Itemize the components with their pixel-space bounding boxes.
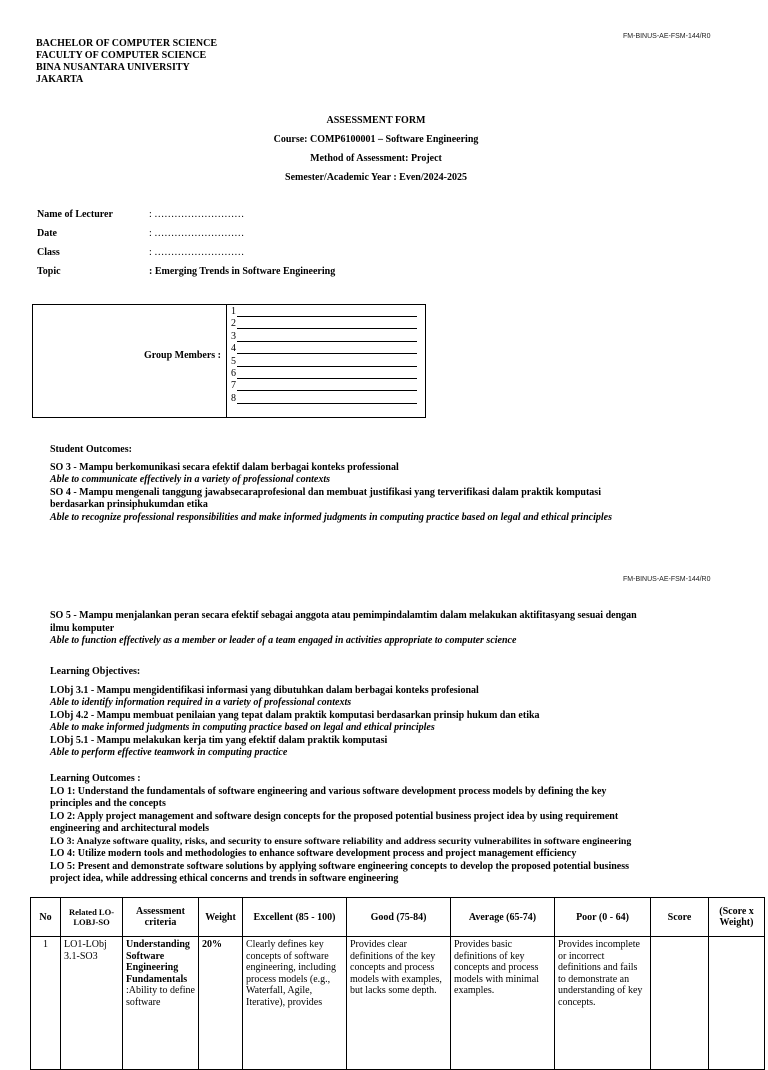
member-blank[interactable] — [237, 331, 417, 342]
group-members-label: Group Members : — [143, 350, 221, 361]
field-date — [37, 228, 244, 239]
cell-excellent: Clearly defines key concepts of software engineering, including process models (e.g., Waterfall, Agile, Iterative), provides — [243, 937, 347, 1070]
col-header-poor: Poor (0 - 64) — [555, 898, 651, 937]
learning-objectives-section — [50, 666, 730, 760]
lo1-text: LO 1: Understand the fundamentals of software engineering and various software development process models by defining the key — [50, 785, 607, 797]
member-number: 2 — [231, 318, 236, 330]
member-blank[interactable] — [237, 318, 417, 329]
field-topic — [37, 266, 335, 277]
member-blank[interactable] — [237, 356, 417, 367]
table-header-row — [31, 898, 765, 937]
field-value[interactable]: : ……………………… — [149, 209, 245, 220]
criteria-title: Understanding Software Engineering Fundamentals — [126, 939, 190, 985]
member-number: 8 — [231, 392, 236, 404]
col-header-average: Average (65-74) — [451, 898, 555, 937]
member-line[interactable] — [231, 306, 417, 318]
so5-text-cont: ilmu komputer — [50, 622, 115, 634]
col-header-related: Related LO-LOBJ-SO — [61, 898, 123, 937]
member-blank[interactable] — [237, 306, 417, 317]
cell-average: Provides basic definitions of key concepts and process models with minimal examples. — [451, 937, 555, 1070]
lo5-text-cont: project idea, while addressing ethical concerns and trends in software engineering — [50, 873, 399, 884]
lobj42-english: Able to make informed judgments in computing practice based on legal and ethical principles — [50, 722, 435, 733]
institution-line: BINA NUSANTARA UNIVERSITY — [36, 62, 190, 73]
member-number: 6 — [231, 368, 236, 380]
so5-text: SO 5 - Mampu menjalankan peran secara efektif sebagai anggota atau pemimpindalamtim dalam melakukan aktifitasyang sesuai dengan — [50, 610, 637, 621]
lo2-text: LO 2: Apply project management and software design concepts for the proposed potential business project idea by using requirement — [50, 810, 619, 822]
institution-line: FACULTY OF COMPUTER SCIENCE — [36, 50, 207, 61]
method-line: Method of Assessment: Project — [310, 153, 442, 164]
so5-section — [50, 610, 730, 648]
field-label: Date — [37, 228, 57, 239]
cell-criteria — [123, 937, 199, 1070]
so3-text: SO 3 - Mampu berkomunikasi secara efektif dalam berbagai konteks professional — [50, 461, 399, 473]
member-number: 4 — [231, 343, 236, 355]
form-code: FM-BINUS-AE-FSM-144/R0 — [623, 33, 711, 40]
col-header-criteria: Assessment criteria — [123, 898, 199, 937]
table-row — [31, 937, 765, 1070]
lo3-text: LO 3: Analyze software quality, risks, and security to ensure software reliability and address security vulnerabilites in software engineering — [50, 835, 632, 847]
member-blank[interactable] — [237, 380, 417, 391]
col-header-good: Good (75-84) — [347, 898, 451, 937]
cell-weight: 20% — [199, 937, 243, 1070]
divider — [226, 305, 227, 417]
form-code: FM-BINUS-AE-FSM-144/R0 — [623, 576, 711, 583]
so4-text: SO 4 - Mampu mengenali tanggung jawabsecaraprofesional dan membuat justifikasi yang terverifikasi dalam praktik komputasi — [50, 486, 601, 498]
lobj42-text: LObj 4.2 - Mampu membuat penilaian yang tepat dalam praktik komputasi berdasarkan prinsip hukum dan etika — [50, 709, 540, 721]
member-blank[interactable] — [237, 393, 417, 404]
cell-related: LO1-LObj 3.1-SO3 — [61, 937, 123, 1070]
institution-line: BACHELOR OF COMPUTER SCIENCE — [36, 38, 218, 49]
field-value: : Emerging Trends in Software Engineering — [149, 266, 336, 277]
col-header-excellent: Excellent (85 - 100) — [243, 898, 347, 937]
member-line[interactable] — [231, 393, 417, 405]
section-heading: Student Outcomes: — [50, 444, 132, 455]
col-header-weight: Weight — [199, 898, 243, 937]
member-number: 1 — [231, 306, 236, 317]
lobj31-english: Able to identify information required in a variety of professional contexts — [50, 697, 352, 708]
member-line[interactable] — [231, 318, 417, 330]
assessment-table — [30, 897, 765, 1070]
member-line[interactable] — [231, 380, 417, 392]
so4-english: Able to recognize professional responsibilities and make informed judgments in computing practice based on legal and ethical principles — [50, 511, 612, 523]
lo2-text-cont: engineering and architectural models — [50, 823, 209, 834]
member-line[interactable] — [231, 368, 417, 380]
cell-no: 1 — [31, 937, 61, 1070]
section-heading: Learning Outcomes : — [50, 773, 141, 784]
criteria-description: :Ability to define software — [126, 985, 195, 1008]
field-value[interactable]: : ……………………… — [149, 247, 245, 258]
member-line[interactable] — [231, 343, 417, 355]
so3-english: Able to communicate effectively in a variety of professional contexts — [50, 474, 331, 485]
col-header-no: No — [31, 898, 61, 937]
lo4-text: LO 4: Utilize modern tools and methodologies to enhance software development process and project management efficiency — [50, 848, 577, 859]
field-label: Topic — [37, 266, 61, 277]
institution-line: JAKARTA — [36, 74, 84, 85]
learning-outcomes-section — [50, 773, 750, 886]
member-blank[interactable] — [237, 343, 417, 354]
field-class — [37, 247, 244, 258]
lo5-text: LO 5: Present and demonstrate software solutions by applying software engineering concepts to develop the proposed potential business — [50, 860, 630, 872]
group-members-box — [32, 304, 426, 418]
members-list — [231, 306, 417, 405]
cell-score-weight[interactable] — [709, 937, 765, 1070]
member-number: 3 — [231, 330, 236, 342]
member-number: 7 — [231, 380, 236, 392]
field-value[interactable]: : ……………………… — [149, 228, 245, 239]
so5-english: Able to function effectively as a member or leader of a team engaged in activities appropriate to computer science — [50, 635, 517, 646]
lobj31-text: LObj 3.1 - Mampu mengidentifikasi informasi yang dibutuhkan dalam berbagai konteks profesional — [50, 684, 479, 696]
field-lecturer — [37, 209, 244, 220]
semester-line: Semester/Academic Year : Even/2024-2025 — [285, 172, 467, 183]
col-header-score: Score — [651, 898, 709, 937]
member-line[interactable] — [231, 331, 417, 343]
cell-poor: Provides incomplete or incorrect definitions and fails to demonstrate an understanding of key concepts. — [555, 937, 651, 1070]
section-heading: Learning Objectives: — [50, 666, 141, 677]
course-line: Course: COMP6100001 – Software Engineering — [273, 134, 479, 145]
lobj51-english: Able to perform effective teamwork in computing practice — [50, 747, 288, 758]
member-number: 5 — [231, 355, 236, 367]
member-line[interactable] — [231, 356, 417, 368]
cell-good: Provides clear definitions of the key concepts and process models with examples, but lacks some depth. — [347, 937, 451, 1070]
student-outcomes-section — [50, 444, 730, 524]
institution-block — [36, 38, 217, 86]
lobj51-text: LObj 5.1 - Mampu melakukan kerja tim yang efektif dalam praktik komputasi — [50, 734, 388, 746]
field-label: Class — [37, 247, 60, 258]
member-blank[interactable] — [237, 368, 417, 379]
col-header-score-weight: (Score x Weight) — [709, 898, 765, 937]
so4-text-cont: berdasarkan prinsiphukumdan etika — [50, 499, 208, 510]
form-title: ASSESSMENT FORM — [326, 115, 426, 126]
field-label: Name of Lecturer — [37, 209, 113, 220]
lo1-text-cont: principles and the concepts — [50, 798, 166, 809]
cell-score[interactable] — [651, 937, 709, 1070]
